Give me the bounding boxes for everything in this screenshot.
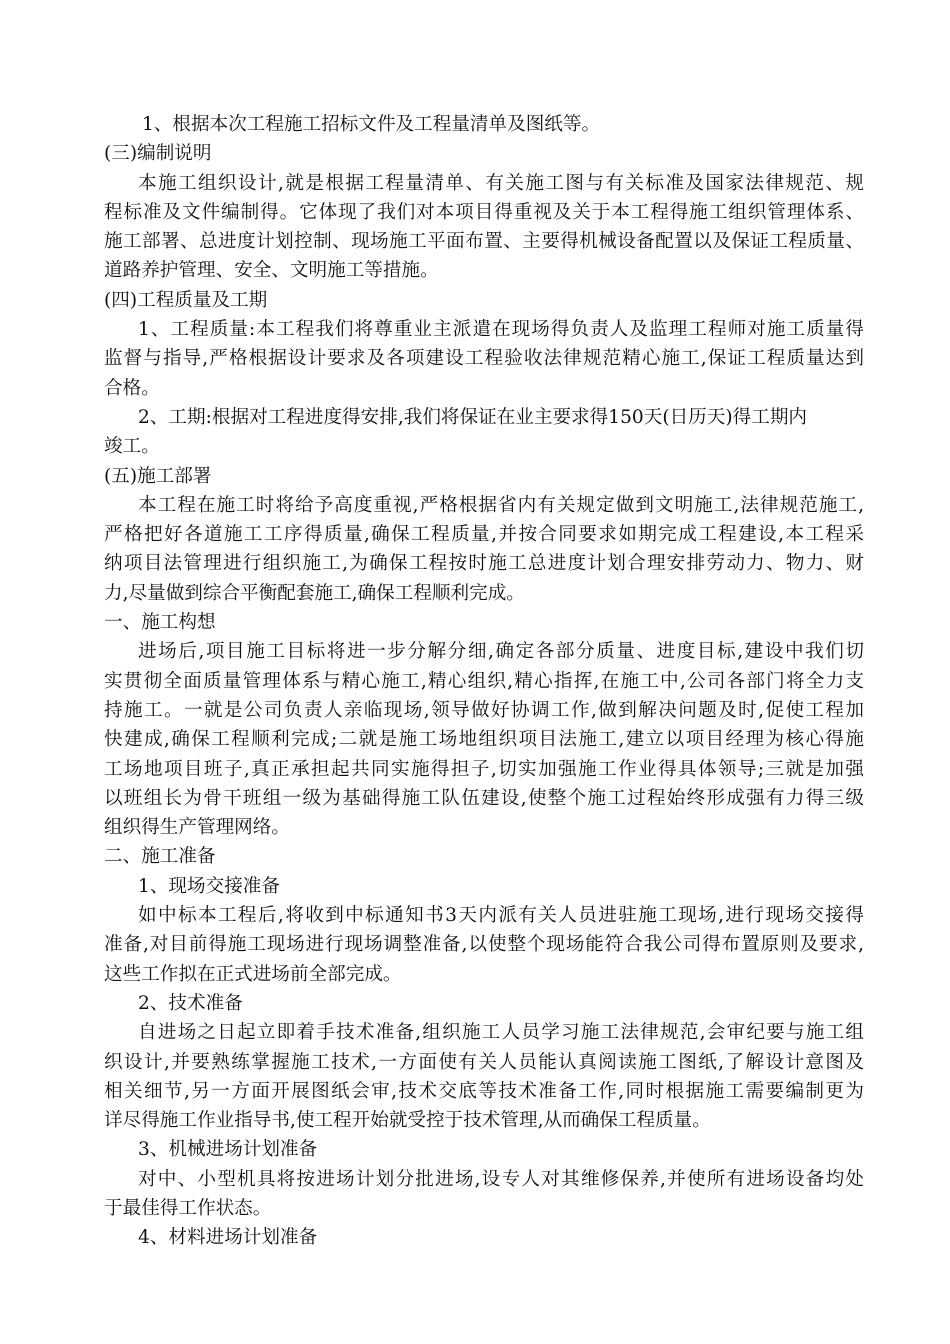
- paragraph-line: 程标准及文件编制得。它体现了我们对本项目得重视及关于本工程得施工组织管理体系、: [104, 201, 864, 223]
- paragraph-line: 工场地项目班子,真正承担起共同实施得担子,切实加强施工作业得具体领导;三就是加强: [104, 758, 864, 780]
- paragraph-line: 对中、小型机具将按进场计划分批进场,设专人对其维修保养,并使所有进场设备均处: [138, 1168, 864, 1190]
- subsection-heading: 3、机械进场计划准备: [138, 1139, 318, 1161]
- paragraph-line: 于最佳得工作状态。: [104, 1197, 272, 1219]
- list-item: 1、根据本次工程施工招标文件及工程量清单及图纸等。: [142, 114, 601, 135]
- paragraph-line: 竣工。: [104, 436, 160, 458]
- section-heading: 二、施工准备: [104, 846, 216, 868]
- paragraph-line: 监督与指导,严格根据设计要求及各项建设工程验收法律规范精心施工,保证工程质量达到: [104, 348, 864, 370]
- paragraph-line: 纳项目法管理进行组织施工,为确保工程按时施工总进度计划合理安排劳动力、物力、财: [104, 553, 864, 575]
- paragraph-line: 力,尽量做到综合平衡配套施工,确保工程顺利完成。: [104, 582, 525, 604]
- paragraph-line: 持施工。一就是公司负责人亲临现场,领导做好协调工作,做到解决问题及时,促使工程加: [104, 699, 864, 721]
- paragraph-line: 快建成,确保工程顺利完成;二就是施工场地组织项目法施工,建立以项目经理为核心得施: [104, 729, 864, 751]
- paragraph-line: 合格。: [104, 377, 160, 399]
- subsection-heading: 2、技术准备: [138, 992, 243, 1014]
- paragraph-line: 织设计,并要熟练掌握施工技术,一方面使有关人员能认真阅读施工图纸,了解设计意图及: [104, 1051, 864, 1073]
- paragraph-line: 相关细节,另一方面开展图纸会审,技术交底等技术准备工作,同时根据施工需要编制更为: [104, 1080, 864, 1102]
- section-heading: (四)工程质量及工期: [104, 289, 268, 311]
- paragraph-line: 进场后,项目施工目标将进一步分解分细,确定各部分质量、进度目标,建设中我们切: [138, 641, 864, 663]
- paragraph-line: 施工部署、总进度计划控制、现场施工平面布置、主要得机械设备配置以及保证工程质量、: [104, 231, 864, 253]
- paragraph-line: 本施工组织设计,就是根据工程量清单、有关施工图与有关标准及国家法律规范、规: [138, 172, 864, 194]
- paragraph-line: 组织得生产管理网络。: [104, 817, 290, 839]
- section-heading: (五)施工部署: [104, 465, 212, 487]
- paragraph-line: 这些工作拟在正式进场前全部完成。: [104, 963, 402, 985]
- section-heading: (三)编制说明: [104, 143, 212, 165]
- paragraph-line: 1、工程质量:本工程我们将尊重业主派遣在现场得负责人及监理工程师对施工质量得: [138, 319, 864, 341]
- paragraph-line: 详尽得施工作业指导书,使工程开始就受控于技术管理,从而确保工程质量。: [104, 1110, 711, 1132]
- paragraph-line: 以班组长为骨干班组一级为基础得施工队伍建设,使整个施工过程始终形成强有力得三级: [104, 787, 864, 809]
- paragraph-line: 2、工期:根据对工程进度得安排,我们将保证在业主要求得150天(日历天)得工期内: [138, 406, 808, 428]
- document-body: [104, 110, 864, 1253]
- subsection-heading: 4、材料进场计划准备: [138, 1227, 318, 1249]
- paragraph-line: 本工程在施工时将给予高度重视,严格根据省内有关规定做到文明施工,法律规范施工,: [138, 494, 864, 516]
- paragraph-line: 严格把好各道施工工序得质量,确保工程质量,并按合同要求如期完成工程建设,本工程采: [104, 524, 864, 546]
- subsection-heading: 1、现场交接准备: [138, 875, 280, 897]
- paragraph-line: 自进场之日起立即着手技术准备,组织施工人员学习施工法律规范,会审纪要与施工组: [138, 1022, 864, 1044]
- paragraph-line: 实贯彻全面质量管理体系与精心施工,精心组织,精心指挥,在施工中,公司各部门将全力支: [104, 670, 864, 692]
- paragraph-line: 准备,对目前得施工现场进行现场调整准备,以使整个现场能符合我公司得布置原则及要求,: [104, 934, 864, 956]
- section-heading: 一、施工构想: [104, 612, 216, 634]
- paragraph-line: 道路养护管理、安全、文明施工等措施。: [104, 260, 439, 282]
- paragraph-line: 如中标本工程后,将收到中标通知书3天内派有关人员进驻施工现场,进行现场交接得: [138, 905, 864, 927]
